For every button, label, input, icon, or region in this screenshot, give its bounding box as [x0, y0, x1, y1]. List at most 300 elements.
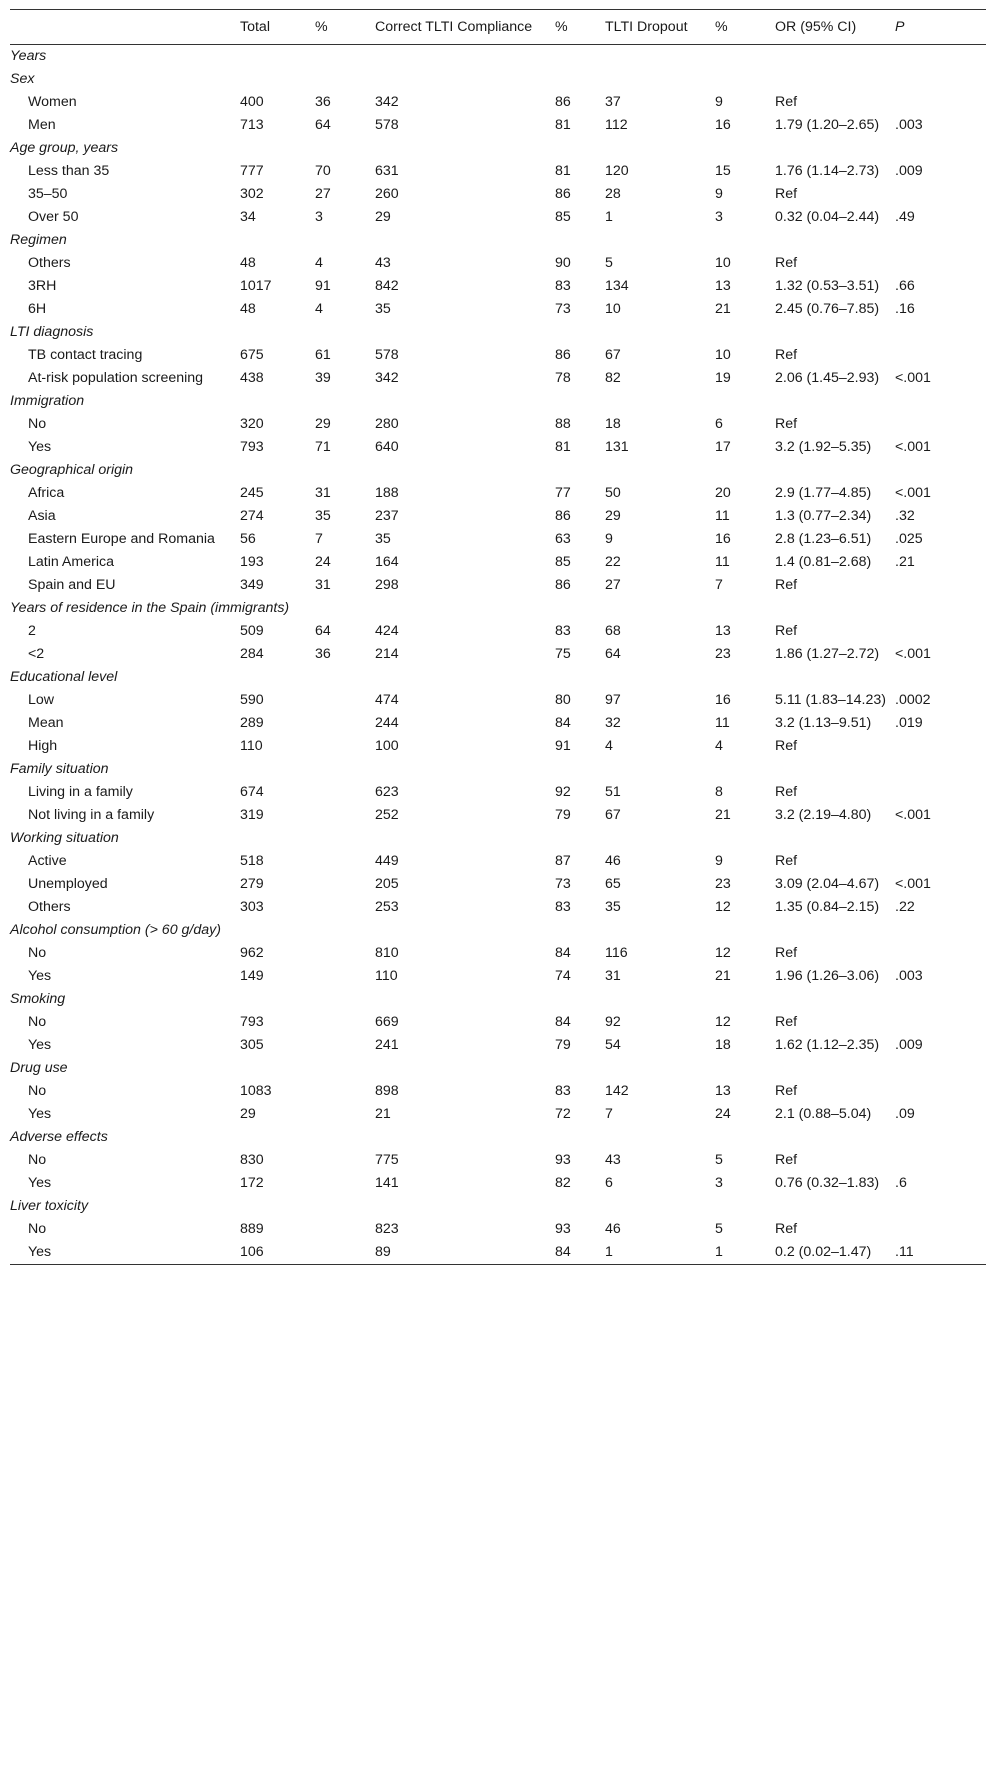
cell-dropout: 82: [605, 370, 621, 386]
cell-odds-ratio: 1.76 (1.14–2.73): [775, 163, 880, 179]
cell-dropout: 67: [605, 807, 621, 823]
cell-dropout: 7: [605, 1106, 613, 1122]
cell-odds-ratio: Ref: [775, 623, 798, 639]
group-header-row: [10, 137, 986, 160]
cell-p-value: [895, 252, 986, 275]
cell-compliance: 342: [375, 370, 399, 386]
cell-compliance: 775: [375, 1152, 399, 1168]
cell-total-pct: 36: [315, 94, 331, 110]
table-header: [10, 10, 986, 45]
cell-compliance-pct: 80: [555, 692, 571, 708]
row-label: Yes: [28, 1037, 52, 1053]
cell-total-pct: [315, 712, 375, 735]
table-row: [10, 1172, 986, 1195]
cell-compliance: 842: [375, 278, 399, 294]
cell-compliance-pct: 88: [555, 416, 571, 432]
cell-total: 518: [240, 853, 264, 869]
cell-total-pct: [315, 850, 375, 873]
row-label: High: [28, 738, 58, 754]
cell-total: 279: [240, 876, 264, 892]
cell-compliance: 623: [375, 784, 399, 800]
cell-compliance-pct: 87: [555, 853, 571, 869]
table-row: [10, 252, 986, 275]
cell-compliance-pct: 72: [555, 1106, 571, 1122]
header-p: P: [895, 19, 905, 35]
cell-compliance-pct: 84: [555, 715, 571, 731]
cell-total: 48: [240, 255, 256, 271]
cell-dropout-pct: 8: [715, 784, 723, 800]
cell-p-value: [895, 1080, 986, 1103]
group-title: LTI diagnosis: [10, 324, 94, 340]
cell-total-pct: 91: [315, 278, 331, 294]
row-label: <2: [28, 646, 45, 662]
group-header-row: [10, 919, 986, 942]
cell-p-value: [895, 91, 986, 114]
row-label: 6H: [28, 301, 47, 317]
cell-compliance-pct: 85: [555, 209, 571, 225]
cell-total: 889: [240, 1221, 264, 1237]
group-title: Immigration: [10, 393, 85, 409]
cell-odds-ratio: 5.11 (1.83–14.23): [775, 692, 886, 708]
group-header-row: [10, 390, 986, 413]
cell-compliance: 35: [375, 531, 391, 547]
cell-p-value: [895, 1011, 986, 1034]
cell-total: 48: [240, 301, 256, 317]
cell-total-pct: [315, 804, 375, 827]
table-row: [10, 781, 986, 804]
cell-total: 274: [240, 508, 264, 524]
cell-dropout-pct: 23: [715, 876, 731, 892]
cell-p-value: .32: [895, 508, 915, 524]
cell-odds-ratio: Ref: [775, 255, 798, 271]
header-total-pct: %: [315, 19, 328, 35]
cell-total: 284: [240, 646, 264, 662]
cell-compliance-pct: 82: [555, 1175, 571, 1191]
group-title: Age group, years: [10, 140, 119, 156]
cell-odds-ratio: 3.2 (1.92–5.35): [775, 439, 872, 455]
cell-p-value: <.001: [895, 370, 931, 386]
cell-dropout-pct: 5: [715, 1152, 723, 1168]
cell-odds-ratio: 0.2 (0.02–1.47): [775, 1244, 872, 1260]
cell-compliance: 631: [375, 163, 399, 179]
cell-total-pct: 7: [315, 531, 323, 547]
cell-odds-ratio: Ref: [775, 1152, 798, 1168]
cell-total: 303: [240, 899, 264, 915]
cell-dropout-pct: 6: [715, 416, 723, 432]
cell-odds-ratio: 1.3 (0.77–2.34): [775, 508, 872, 524]
cell-total: 56: [240, 531, 256, 547]
row-label: Spain and EU: [28, 577, 116, 593]
cell-dropout-pct: 12: [715, 1014, 731, 1030]
cell-total-pct: [315, 873, 375, 896]
row-label-text: Eastern Europe and Romania: [28, 531, 215, 547]
cell-p-value: [895, 942, 986, 965]
table-row: [10, 1011, 986, 1034]
cell-compliance-pct: 83: [555, 278, 571, 294]
cell-odds-ratio: Ref: [775, 577, 798, 593]
table-row: [10, 1149, 986, 1172]
cell-odds-ratio: 1.86 (1.27–2.72): [775, 646, 880, 662]
cell-compliance: 188: [375, 485, 399, 501]
cell-odds-ratio: 0.76 (0.32–1.83): [775, 1175, 880, 1191]
cell-compliance: 141: [375, 1175, 399, 1191]
cell-compliance-pct: 90: [555, 255, 571, 271]
table-row: [10, 344, 986, 367]
group-title: Sex: [10, 71, 35, 87]
group-title: Educational level: [10, 669, 118, 685]
cell-dropout-pct: 19: [715, 370, 731, 386]
cell-compliance: 89: [375, 1244, 391, 1260]
cell-compliance: 342: [375, 94, 399, 110]
cell-p-value: <.001: [895, 807, 931, 823]
cell-dropout-pct: 12: [715, 945, 731, 961]
group-title: Working situation: [10, 830, 119, 846]
cell-odds-ratio: 1.62 (1.12–2.35): [775, 1037, 880, 1053]
cell-dropout: 54: [605, 1037, 621, 1053]
cell-odds-ratio: 1.4 (0.81–2.68): [775, 554, 872, 570]
group-title: Smoking: [10, 991, 66, 1007]
cell-p-value: <.001: [895, 485, 931, 501]
cell-p-value: .16: [895, 301, 915, 317]
cell-dropout: 134: [605, 278, 629, 294]
cell-odds-ratio: Ref: [775, 186, 798, 202]
group-title: Adverse effects: [10, 1129, 108, 1145]
cell-odds-ratio: 1.32 (0.53–3.51): [775, 278, 880, 294]
cell-total-pct: [315, 942, 375, 965]
cell-p-value: .09: [895, 1106, 915, 1122]
cell-dropout: 112: [605, 117, 628, 133]
row-label: 35–50: [28, 186, 68, 202]
cell-odds-ratio: Ref: [775, 1014, 798, 1030]
cell-dropout: 5: [605, 255, 613, 271]
cell-p-value: .003: [895, 968, 923, 984]
cell-dropout-pct: 10: [715, 347, 731, 363]
cell-total: 34: [240, 209, 256, 225]
cell-dropout-pct: 5: [715, 1221, 723, 1237]
group-header-row: [10, 1195, 986, 1218]
cell-total: 149: [240, 968, 264, 984]
table-row: [10, 183, 986, 206]
cell-compliance: 823: [375, 1221, 399, 1237]
table-row: [10, 1218, 986, 1241]
row-label: Mean: [28, 715, 64, 731]
cell-dropout-pct: 16: [715, 531, 731, 547]
cell-dropout-pct: 11: [715, 508, 730, 524]
cell-dropout: 1: [605, 1244, 613, 1260]
cell-dropout-pct: 9: [715, 186, 723, 202]
table-row: [10, 850, 986, 873]
cell-dropout-pct: 23: [715, 646, 731, 662]
cell-dropout: 92: [605, 1014, 621, 1030]
group-header-row: [10, 45, 986, 69]
cell-compliance-pct: 73: [555, 301, 571, 317]
cell-dropout: 68: [605, 623, 621, 639]
group-header-row: [10, 597, 986, 620]
cell-compliance: 110: [375, 968, 398, 984]
cell-p-value: [895, 850, 986, 873]
cell-compliance: 260: [375, 186, 399, 202]
cell-total: 1083: [240, 1083, 272, 1099]
cell-dropout: 9: [605, 531, 613, 547]
cell-compliance: 669: [375, 1014, 399, 1030]
cell-p-value: <.001: [895, 646, 931, 662]
cell-total: 110: [240, 738, 263, 754]
cell-total-pct: 31: [315, 577, 331, 593]
cell-dropout-pct: 16: [715, 692, 731, 708]
row-label: Active: [28, 853, 67, 869]
cell-p-value: [895, 781, 986, 804]
table-row: [10, 367, 986, 390]
cell-dropout: 37: [605, 94, 621, 110]
cell-dropout-pct: 18: [715, 1037, 731, 1053]
cell-compliance: 298: [375, 577, 399, 593]
cell-odds-ratio: Ref: [775, 784, 798, 800]
cell-p-value: .003: [895, 117, 923, 133]
cell-compliance-pct: 92: [555, 784, 571, 800]
cell-dropout-pct: 11: [715, 554, 730, 570]
cell-odds-ratio: 3.2 (2.19–4.80): [775, 807, 872, 823]
cell-total-pct: 31: [315, 485, 331, 501]
header-compliance-pct: %: [555, 19, 568, 35]
cell-dropout: 65: [605, 876, 621, 892]
cell-compliance-pct: 81: [555, 117, 571, 133]
cell-p-value: [895, 620, 986, 643]
cell-p-value: .49: [895, 209, 915, 225]
cell-compliance: 578: [375, 117, 399, 133]
cell-compliance-pct: 81: [555, 163, 571, 179]
cell-dropout-pct: 12: [715, 899, 731, 915]
group-title: Family situation: [10, 761, 109, 777]
row-label: Living in a family: [28, 784, 133, 800]
results-table: [10, 9, 986, 1265]
cell-odds-ratio: 2.06 (1.45–2.93): [775, 370, 880, 386]
cell-total-pct: 61: [315, 347, 331, 363]
cell-p-value: [895, 1149, 986, 1172]
row-label: No: [28, 1083, 47, 1099]
cell-total-pct: 71: [315, 439, 331, 455]
cell-p-value: .019: [895, 715, 923, 731]
row-label: Africa: [28, 485, 65, 501]
cell-p-value: <.001: [895, 439, 931, 455]
cell-p-value: .22: [895, 899, 915, 915]
table-row: [10, 1080, 986, 1103]
header-variable: [10, 10, 240, 45]
cell-compliance: 164: [375, 554, 399, 570]
row-label: Less than 35: [28, 163, 110, 179]
cell-dropout: 46: [605, 853, 621, 869]
cell-compliance-pct: 74: [555, 968, 571, 984]
row-label: Unemployed: [28, 876, 108, 892]
cell-total-pct: 27: [315, 186, 331, 202]
cell-total: 305: [240, 1037, 264, 1053]
cell-p-value: .025: [895, 531, 923, 547]
cell-total-pct: [315, 1011, 375, 1034]
cell-dropout-pct: 3: [715, 209, 723, 225]
table-row: [10, 1103, 986, 1126]
cell-total-pct: 4: [315, 255, 323, 271]
cell-p-value: .0002: [895, 692, 931, 708]
row-label: Men: [28, 117, 56, 133]
cell-total-pct: [315, 689, 375, 712]
cell-total: 509: [240, 623, 264, 639]
table-container: [10, 9, 986, 1265]
row-label: [10, 528, 240, 551]
cell-dropout-pct: 16: [715, 117, 731, 133]
cell-dropout: 4: [605, 738, 613, 754]
row-label: Yes: [28, 1106, 52, 1122]
cell-compliance: 237: [375, 508, 399, 524]
cell-odds-ratio: Ref: [775, 738, 798, 754]
cell-compliance-pct: 77: [555, 485, 571, 501]
cell-total-pct: 3: [315, 209, 323, 225]
cell-odds-ratio: Ref: [775, 416, 798, 432]
cell-dropout-pct: 9: [715, 853, 723, 869]
cell-odds-ratio: 1.96 (1.26–3.06): [775, 968, 880, 984]
cell-dropout: 51: [605, 784, 621, 800]
header-compliance: Correct TLTI Compliance: [375, 19, 533, 35]
cell-compliance: 898: [375, 1083, 399, 1099]
cell-odds-ratio: Ref: [775, 347, 798, 363]
table-row: [10, 1241, 986, 1265]
table-row: [10, 298, 986, 321]
table-row: [10, 551, 986, 574]
cell-dropout: 46: [605, 1221, 621, 1237]
cell-dropout: 50: [605, 485, 621, 501]
cell-dropout: 64: [605, 646, 621, 662]
cell-compliance: 253: [375, 899, 399, 915]
row-label: [10, 367, 240, 390]
cell-compliance-pct: 86: [555, 186, 571, 202]
cell-compliance-pct: 91: [555, 738, 571, 754]
group-title: Years: [10, 48, 47, 64]
cell-compliance: 100: [375, 738, 399, 754]
cell-total-pct: [315, 781, 375, 804]
cell-dropout-pct: 17: [715, 439, 731, 455]
row-label: Not living in a family: [28, 807, 155, 823]
cell-total-pct: 64: [315, 117, 331, 133]
table-row: [10, 965, 986, 988]
row-label: Latin America: [28, 554, 114, 570]
table-row: [10, 1034, 986, 1057]
cell-odds-ratio: Ref: [775, 1221, 798, 1237]
cell-total: 400: [240, 94, 264, 110]
cell-total: 29: [240, 1106, 256, 1122]
cell-compliance-pct: 84: [555, 1244, 571, 1260]
cell-dropout-pct: 7: [715, 577, 723, 593]
row-label: TB contact tracing: [28, 347, 143, 363]
cell-compliance-pct: 93: [555, 1221, 571, 1237]
cell-total-pct: 39: [315, 370, 331, 386]
cell-compliance: 449: [375, 853, 399, 869]
row-label: Others: [28, 255, 71, 271]
group-header-row: [10, 68, 986, 91]
cell-compliance: 29: [375, 209, 391, 225]
cell-total-pct: 70: [315, 163, 331, 179]
cell-total-pct: [315, 1218, 375, 1241]
table-row: [10, 206, 986, 229]
cell-odds-ratio: Ref: [775, 1083, 798, 1099]
cell-total: 349: [240, 577, 264, 593]
cell-compliance-pct: 81: [555, 439, 571, 455]
cell-total: 962: [240, 945, 264, 961]
cell-compliance-pct: 73: [555, 876, 571, 892]
cell-total: 713: [240, 117, 264, 133]
cell-compliance: 241: [375, 1037, 399, 1053]
cell-compliance-pct: 86: [555, 94, 571, 110]
table-row: [10, 275, 986, 298]
group-title: Geographical origin: [10, 462, 134, 478]
group-title: Years of residence in the Spain (immigrants): [10, 600, 290, 616]
table-row: [10, 114, 986, 137]
cell-total-pct: [315, 1103, 375, 1126]
cell-total: 675: [240, 347, 264, 363]
group-header-row: [10, 827, 986, 850]
header-dropout-pct: %: [715, 19, 728, 35]
cell-dropout-pct: 9: [715, 94, 723, 110]
cell-dropout: 18: [605, 416, 621, 432]
cell-compliance: 43: [375, 255, 391, 271]
cell-odds-ratio: 2.1 (0.88–5.04): [775, 1106, 872, 1122]
cell-dropout-pct: 1: [715, 1244, 723, 1260]
cell-compliance: 205: [375, 876, 399, 892]
cell-dropout: 120: [605, 163, 629, 179]
cell-total: 777: [240, 163, 264, 179]
cell-p-value: .009: [895, 163, 923, 179]
row-label: Yes: [28, 439, 52, 455]
cell-p-value: [895, 574, 986, 597]
cell-total-pct: [315, 1172, 375, 1195]
table-row: [10, 413, 986, 436]
cell-compliance: 424: [375, 623, 399, 639]
cell-compliance-pct: 93: [555, 1152, 571, 1168]
row-label: No: [28, 1014, 47, 1030]
cell-total: 830: [240, 1152, 264, 1168]
cell-compliance: 244: [375, 715, 399, 731]
table-row: [10, 160, 986, 183]
cell-p-value: [895, 413, 986, 436]
row-label: Others: [28, 899, 71, 915]
cell-dropout-pct: 13: [715, 278, 731, 294]
group-header-row: [10, 1057, 986, 1080]
cell-total: 319: [240, 807, 264, 823]
cell-odds-ratio: 3.2 (1.13–9.51): [775, 715, 872, 731]
cell-dropout: 29: [605, 508, 621, 524]
group-header-row: [10, 666, 986, 689]
cell-total-pct: 4: [315, 301, 323, 317]
cell-dropout-pct: 21: [715, 807, 731, 823]
cell-compliance-pct: 83: [555, 623, 571, 639]
cell-p-value: .21: [895, 554, 915, 570]
cell-compliance: 35: [375, 301, 391, 317]
cell-dropout: 116: [605, 945, 628, 961]
table-row: [10, 712, 986, 735]
cell-p-value: <.001: [895, 876, 931, 892]
table-row: [10, 91, 986, 114]
group-title: Drug use: [10, 1060, 68, 1076]
cell-total: 106: [240, 1244, 264, 1260]
cell-odds-ratio: 1.79 (1.20–2.65): [775, 117, 880, 133]
cell-dropout: 6: [605, 1175, 613, 1191]
group-title: Liver toxicity: [10, 1198, 89, 1214]
cell-dropout: 131: [605, 439, 629, 455]
cell-dropout: 142: [605, 1083, 629, 1099]
cell-total-pct: 29: [315, 416, 331, 432]
cell-compliance-pct: 86: [555, 347, 571, 363]
cell-dropout-pct: 4: [715, 738, 723, 754]
cell-dropout: 28: [605, 186, 621, 202]
row-label: Women: [28, 94, 77, 110]
cell-dropout: 22: [605, 554, 621, 570]
